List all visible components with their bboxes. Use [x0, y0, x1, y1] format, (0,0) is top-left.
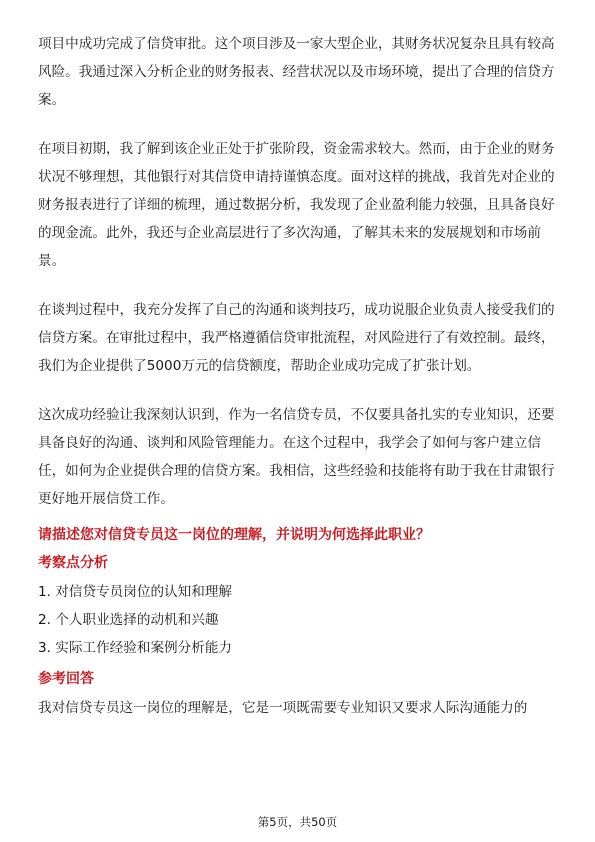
document-page: [38, 30, 560, 722]
reference-answer-heading: 参考回答: [38, 671, 94, 687]
paragraph-project-initial-stage: 在项目初期，我了解到该企业正处于扩张阶段，资金需求较大。然而，由于企业的财务状况不够理想，其他银行对其信贷申请持谨慎态度。面对这样的挑战，我首先对企业的财务报表进行了详细的梳理，通过数据分析，我发现了企业盈利能力较强，且具备良好的现金流。此外，我还与企业高层进行了多次沟通，了解其未来的发展规划和市场前景。: [38, 141, 555, 269]
list-item: 2. 个人职业选择的动机和兴趣: [38, 612, 219, 628]
paragraph-project-summary: 项目中成功完成了信贷审批。这个项目涉及一家大型企业，其财务状况复杂且具有较高风险。我通过深入分析企业的财务报表、经营状况以及市场环境，提出了合理的信贷方案。: [38, 36, 555, 108]
list-item: 3. 实际工作经验和案例分析能力: [38, 640, 233, 656]
page-number-footer: 第5页，共50页: [257, 815, 338, 829]
list-item: 1. 对信贷专员岗位的认知和理解: [38, 584, 233, 600]
analysis-list: [38, 578, 560, 662]
paragraph-negotiation: 在谈判过程中，我充分发挥了自己的沟通和谈判技巧，成功说服企业负责人接受我们的信贷方案。在审批过程中，我严格遵循信贷审批流程，对风险进行了有效控制。最终，我们为企业提供了5000万元的信贷额度，帮助企业成功完成了扩张计划。: [38, 302, 555, 374]
reference-answer-text: 我对信贷专员这一岗位的理解是，它是一项既需要专业知识又要求人际沟通能力的: [38, 700, 528, 716]
paragraph-lessons-learned: 这次成功经验让我深刻认识到，作为一名信贷专员，不仅要具备扎实的专业知识，还要具备良好的沟通、谈判和风险管理能力。在这个过程中，我学会了如何与客户建立信任，如何为企业提供合理的信贷方案。我相信，这些经验和技能将有助于我在甘肃银行更好地开展信贷工作。: [38, 407, 555, 507]
interview-question: 请描述您对信贷专员这一岗位的理解，并说明为何选择此职业？: [38, 527, 430, 543]
analysis-heading: 考察点分析: [38, 555, 108, 571]
